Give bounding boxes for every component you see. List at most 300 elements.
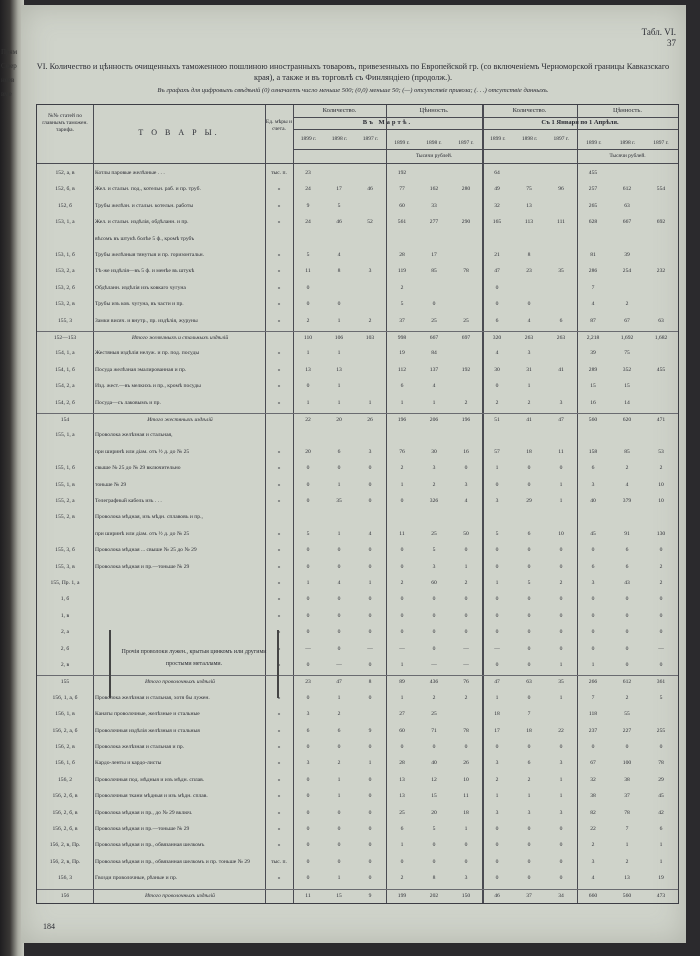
row-value: 0 [625, 629, 629, 636]
row-value: 63 [526, 679, 532, 686]
row-value: 18 [526, 448, 532, 455]
row-code: 154, 1, а [55, 350, 75, 357]
spine-fragment: вме [1, 90, 12, 98]
row-value: 0 [400, 858, 404, 865]
row-value: 0 [337, 629, 341, 636]
row-unit: тыс. п. [271, 170, 287, 176]
spine-fragment: Сфер [1, 62, 17, 70]
row-value: 1 [337, 776, 341, 783]
row-value: 96 [558, 186, 564, 193]
row-value: 0 [400, 744, 404, 750]
row-value: 110 [303, 335, 313, 341]
row-value: 0 [306, 842, 310, 849]
row-value: 1 [495, 580, 499, 586]
row-value: 23 [305, 170, 311, 176]
row-value: 320 [492, 335, 502, 341]
row-value: 1 [337, 694, 341, 701]
row-unit: » [277, 629, 281, 636]
row-value: 289 [588, 366, 598, 373]
row-value: 2 [464, 694, 468, 701]
table-row [37, 610, 678, 622]
row-value: 47 [494, 679, 500, 686]
period-march: Въ Мартѣ. [362, 119, 413, 126]
row-value: 0 [400, 629, 404, 636]
row-value: 2 [625, 465, 629, 472]
row-value: 6 [591, 563, 595, 570]
row-value: 0 [432, 301, 436, 308]
row-value: 35 [558, 268, 564, 275]
row-value: 1 [591, 662, 595, 668]
year-header: 1898 г. [426, 140, 442, 146]
row-value: 0 [559, 563, 563, 570]
table-row [37, 479, 678, 491]
row-value: 1 [337, 481, 341, 488]
table-row [37, 364, 678, 376]
row-value: 63 [624, 202, 630, 209]
row-value: 7 [591, 694, 595, 701]
row-value: 3 [432, 465, 436, 472]
row-value: 206 [429, 417, 439, 423]
year-header: 1898 г. [331, 136, 348, 142]
row-value: 0 [527, 694, 531, 701]
row-goods-name: Итого жестяныхъ издѣлій [147, 417, 213, 423]
row-value: 1 [659, 858, 663, 865]
table-row [37, 774, 678, 786]
row-value: 17 [494, 727, 500, 734]
row-code: 153, 1, а [55, 219, 75, 226]
row-value: 29 [658, 776, 664, 783]
spine-fragment: Прям [1, 48, 18, 56]
row-value: 0 [400, 498, 404, 504]
row-unit: » [277, 580, 281, 586]
row-value: 25 [399, 809, 405, 816]
row-value: 0 [559, 826, 563, 832]
row-value: 2 [659, 580, 663, 586]
row-value: 1 [559, 498, 563, 504]
row-value: 0 [527, 629, 531, 636]
row-value: — [463, 662, 469, 668]
row-value: 2,218 [586, 335, 600, 341]
row-value: 0 [659, 629, 663, 636]
row-value: 0 [559, 744, 563, 750]
row-code: 156, 2, в [55, 744, 75, 750]
row-value: 1 [337, 383, 341, 390]
row-value: 52 [367, 219, 373, 226]
row-value: 40 [590, 498, 596, 504]
table-row [37, 741, 678, 753]
row-value: 5 [432, 547, 436, 554]
year-header: 1899 г. [394, 140, 410, 146]
row-value: 13 [305, 366, 311, 373]
row-value: 112 [397, 366, 407, 373]
row-value: 5 [306, 252, 310, 258]
row-code: 155, 1, а [55, 432, 75, 439]
row-value: 4 [527, 317, 531, 324]
row-value: 60 [399, 727, 405, 734]
row-value: — [494, 645, 500, 652]
row-value: 0 [495, 842, 499, 849]
row-value: 78 [658, 760, 664, 767]
row-value: 0 [559, 465, 563, 472]
row-value: 2 [432, 481, 436, 488]
row-value: 0 [400, 596, 404, 603]
row-value: 1 [464, 563, 468, 570]
row-value: 55 [624, 711, 630, 718]
row-value: 3 [306, 711, 310, 718]
row-unit: » [277, 547, 281, 554]
row-value: 0 [368, 826, 372, 832]
row-value: 0 [495, 481, 499, 488]
row-value: 20 [305, 448, 311, 455]
row-value: 75 [526, 186, 532, 193]
row-value: 620 [622, 417, 632, 423]
row-value: 17 [431, 252, 437, 258]
row-value: 5 [432, 826, 436, 832]
period-jan: Съ 1 Января по 1 Апрѣля. [541, 119, 619, 126]
row-unit: » [277, 711, 281, 718]
row-value: 2 [306, 317, 310, 324]
row-value: 1 [659, 842, 663, 849]
row-value: 0 [495, 858, 499, 865]
row-value: 0 [527, 301, 531, 308]
row-value: 473 [656, 892, 666, 899]
row-value: 0 [527, 465, 531, 472]
row-value: 5 [400, 301, 404, 308]
row-value: 118 [588, 711, 598, 718]
row-value: 0 [495, 629, 499, 636]
row-value: 0 [337, 826, 341, 832]
row-value: 28 [399, 252, 405, 258]
row-value: 0 [527, 596, 531, 603]
row-value: 0 [464, 744, 468, 750]
row-value: 0 [368, 842, 372, 849]
row-value: 692 [656, 219, 666, 226]
row-unit: » [277, 662, 281, 668]
row-value: 100 [622, 760, 632, 767]
row-value: 113 [524, 219, 534, 226]
row-value: 277 [429, 219, 439, 226]
row-code: 156, 3 [58, 875, 72, 882]
row-value: 84 [431, 350, 437, 357]
row-value: 0 [559, 596, 563, 603]
row-value: 0 [559, 547, 563, 554]
row-value: 0 [337, 858, 341, 865]
row-value: 42 [658, 809, 664, 816]
row-unit: » [277, 875, 281, 882]
row-value: 11 [305, 268, 311, 275]
row-value: 29 [526, 498, 532, 504]
row-value: 30 [494, 366, 500, 373]
row-value: 87 [590, 317, 596, 324]
row-value: 35 [558, 679, 564, 686]
row-code: 154 [60, 417, 70, 423]
row-value: 0 [591, 596, 595, 603]
table-row [37, 708, 678, 720]
row-value: 38 [590, 793, 596, 800]
row-value: 37 [624, 793, 630, 800]
row-value: 0 [527, 826, 531, 832]
row-goods-name: Канаты проволочные, желѣзные и стальные [95, 711, 200, 718]
row-goods-name: Проволока мѣдная, изъ мѣдн. сплавовъ и пр., [95, 514, 203, 521]
row-value: 0 [306, 547, 310, 554]
row-value: 6 [400, 383, 404, 390]
row-value: 39 [590, 350, 596, 357]
row-value: 0 [337, 809, 341, 816]
row-value: 0 [400, 547, 404, 554]
row-unit: » [277, 383, 281, 390]
row-value: 2 [495, 776, 499, 783]
row-value: 0 [527, 645, 531, 652]
row-value: 0 [337, 612, 341, 619]
row-value: 47 [336, 679, 342, 686]
row-value: 1 [306, 350, 310, 357]
row-value: 263 [556, 335, 566, 341]
row-value: 0 [368, 694, 372, 701]
qty-header-jan: Количество. [512, 107, 547, 114]
row-value: 6 [400, 826, 404, 832]
row-value: 2 [527, 776, 531, 783]
row-value: — [336, 662, 342, 668]
row-value: 1 [337, 399, 341, 406]
row-value: 0 [625, 645, 629, 652]
row-value: 0 [591, 645, 595, 652]
row-value: 3 [495, 760, 499, 767]
row-value: 0 [625, 744, 629, 750]
row-value: 0 [527, 563, 531, 570]
table-row [37, 347, 678, 359]
row-value: 257 [588, 186, 598, 193]
table-row [37, 167, 678, 179]
row-unit: » [277, 350, 281, 357]
row-value: 0 [306, 563, 310, 570]
row-value: 0 [527, 662, 531, 668]
row-value: 130 [656, 530, 666, 537]
row-unit: » [277, 301, 281, 308]
row-code: 2, а [60, 629, 70, 636]
row-value: 192 [461, 366, 471, 373]
row-value: 0 [659, 744, 663, 750]
row-value: 0 [527, 481, 531, 488]
row-value: 0 [306, 809, 310, 816]
row-unit: тыс. п. [271, 858, 287, 865]
row-code: 156, 2, а, б [52, 727, 78, 734]
row-code: 154, 1, б [55, 366, 75, 373]
row-value: 8 [432, 875, 436, 882]
value-header-jan: Цѣнность. [613, 107, 642, 114]
document-page [21, 5, 686, 943]
row-code: 152, а, в [55, 170, 75, 176]
row-value: 7 [527, 711, 531, 718]
row-goods-name: Итого проволочныхъ издѣлій [145, 892, 215, 899]
row-value: 0 [527, 547, 531, 554]
row-value: 165 [492, 219, 502, 226]
row-value: 0 [591, 612, 595, 619]
row-goods-name: при ширинѣ или діам. отъ ½ д. до № 25 [95, 448, 190, 455]
row-value: 0 [495, 383, 499, 390]
row-code: 155, 2, а [55, 498, 75, 504]
row-value: 3 [464, 875, 468, 882]
row-value: 0 [337, 563, 341, 570]
row-value: 16 [463, 448, 469, 455]
table-row [37, 429, 678, 441]
row-value: 50 [463, 530, 469, 537]
row-unit: » [277, 596, 281, 603]
row-value: 2 [527, 399, 531, 406]
row-value: 5 [495, 530, 499, 537]
row-value: 0 [306, 596, 310, 603]
row-unit: » [277, 744, 281, 750]
row-code: 2, б [60, 645, 70, 652]
row-value: 0 [368, 875, 372, 882]
row-value: 1 [368, 399, 372, 406]
row-value: 49 [494, 186, 500, 193]
row-value: 3 [527, 809, 531, 816]
row-value: 7 [625, 826, 629, 832]
row-value: 15 [431, 793, 437, 800]
row-value: 14 [624, 399, 630, 406]
row-value: 0 [527, 744, 531, 750]
row-value: 1 [495, 465, 499, 472]
row-value: 192 [397, 170, 407, 176]
row-goods-name: Жел. и стальн. под., котельн. раб. и пр. труб. [95, 186, 201, 193]
table-title: VI. Количество и цѣнность очищенныхъ таможенною пошлиною иностранныхъ товаровъ, привезенныхъ по Европейской гр. (со включеніемъ Черноморской границы Кавказскаго края), а также и въ торговлѣ съ Финляндіею (продолж.). [36, 62, 670, 82]
row-value: 0 [337, 744, 341, 750]
row-goods-name: Проволока мѣдная и пр.—тоньше № 29 [95, 826, 190, 832]
year-header: 1899 г. [490, 136, 506, 142]
row-goods-name: свыше № 25 до № 29 включительно [95, 465, 181, 472]
row-goods-name: Проволока желѣзная и стальная, хотя бы лужен. [95, 694, 210, 701]
row-unit: » [277, 284, 281, 291]
row-value: 1 [464, 826, 468, 832]
year-header: 1897 г. [553, 136, 569, 142]
row-value: 0 [306, 481, 310, 488]
row-code: 156, 2, б, в [52, 809, 78, 816]
year-header: 1897 г. [458, 140, 474, 146]
row-value: 37 [526, 892, 532, 899]
row-value: 4 [464, 498, 468, 504]
row-value: 21 [494, 252, 500, 258]
row-value: 1 [495, 694, 499, 701]
row-value: 361 [656, 679, 666, 686]
row-unit: » [277, 809, 281, 816]
row-value: 1 [527, 383, 531, 390]
row-value: 2 [337, 711, 341, 718]
row-value: 13 [399, 776, 405, 783]
row-value: 0 [368, 465, 372, 472]
row-value: 1 [559, 793, 563, 800]
row-code: 156, 2 [58, 776, 72, 783]
row-value: 0 [591, 629, 595, 636]
row-value: 0 [306, 383, 310, 390]
row-value: 3 [527, 350, 531, 357]
row-value: 3 [495, 809, 499, 816]
table-row [37, 872, 678, 884]
row-unit: » [277, 465, 281, 472]
row-value: 0 [464, 547, 468, 554]
row-value: 6 [337, 448, 341, 455]
row-value: 3 [306, 760, 310, 767]
row-value: 2 [464, 580, 468, 586]
row-value: 237 [588, 727, 598, 734]
row-value: 10 [658, 498, 664, 504]
year-header: 1899 г. [586, 140, 602, 146]
row-value: 697 [461, 335, 471, 341]
row-value: 33 [431, 202, 437, 209]
row-code: 152, б [57, 202, 73, 209]
row-unit: » [277, 842, 281, 849]
row-value: 6 [527, 760, 531, 767]
row-goods-name: Проволочныя издѣлія желѣзныя и стальныя [95, 727, 200, 734]
row-value: 0 [495, 875, 499, 882]
row-value: 57 [494, 448, 500, 455]
row-goods-name: Проволочныя ткани мѣдныя и изъ мѣдн. сплав. [95, 793, 208, 800]
row-value: 0 [368, 858, 372, 865]
row-value: 9 [306, 202, 310, 209]
row-code: 156, 1, б [55, 760, 75, 767]
row-value: 24 [305, 186, 311, 193]
row-code: 153, 2, в [55, 301, 75, 308]
row-value: 6 [337, 727, 341, 734]
row-code: 153, 2, а [55, 268, 75, 275]
row-value: 11 [399, 530, 405, 537]
row-value: 0 [432, 629, 436, 636]
row-goods-name: Проволока мѣдная ... свыше № 25 до № 29 [95, 547, 197, 554]
row-goods-name: Гвозди проволочные, рѣзные и пр. [95, 875, 178, 882]
row-goods-name: при ширинѣ или діам. отъ ½ д. до № 25 [95, 530, 190, 537]
row-value: 2 [659, 465, 663, 472]
row-value: 0 [368, 793, 372, 800]
row-value: 2 [659, 563, 663, 570]
row-value: 1 [368, 580, 372, 586]
row-value: 0 [559, 858, 563, 865]
row-value: 2 [559, 580, 563, 586]
row-code: 153, 2, б [55, 284, 75, 291]
row-code: 155, 3, б [55, 547, 75, 554]
row-value: 0 [400, 563, 404, 570]
row-value: 0 [559, 629, 563, 636]
row-unit: » [277, 366, 281, 373]
row-value: 0 [527, 875, 531, 882]
row-value: 4 [591, 875, 595, 882]
table-row [37, 380, 678, 392]
row-value: 3 [591, 481, 595, 488]
row-value: 76 [399, 448, 405, 455]
row-goods-name: Котлы паровые желѣзные . . . [95, 170, 165, 176]
row-value: 46 [367, 186, 373, 193]
row-value: 8 [337, 268, 341, 275]
table-row [37, 462, 678, 474]
table-row [37, 823, 678, 835]
row-value: 1 [559, 694, 563, 701]
row-value: 0 [306, 694, 310, 701]
row-value: 119 [397, 268, 407, 275]
table-row [37, 511, 678, 523]
row-value: 0 [306, 629, 310, 636]
row-value: 0 [464, 612, 468, 619]
row-value: 10 [658, 481, 664, 488]
row-value: 11 [305, 892, 311, 899]
row-code: 155, 3 [58, 317, 72, 324]
row-value: 76 [463, 679, 469, 686]
table-row [37, 495, 678, 507]
row-value: 1 [400, 694, 404, 701]
row-code: 155, 1, в [55, 481, 75, 488]
row-value: 0 [368, 809, 372, 816]
row-value: 1 [337, 317, 341, 324]
table-row [37, 757, 678, 769]
row-code: 152, б, в [55, 186, 75, 193]
row-unit: » [277, 727, 281, 734]
